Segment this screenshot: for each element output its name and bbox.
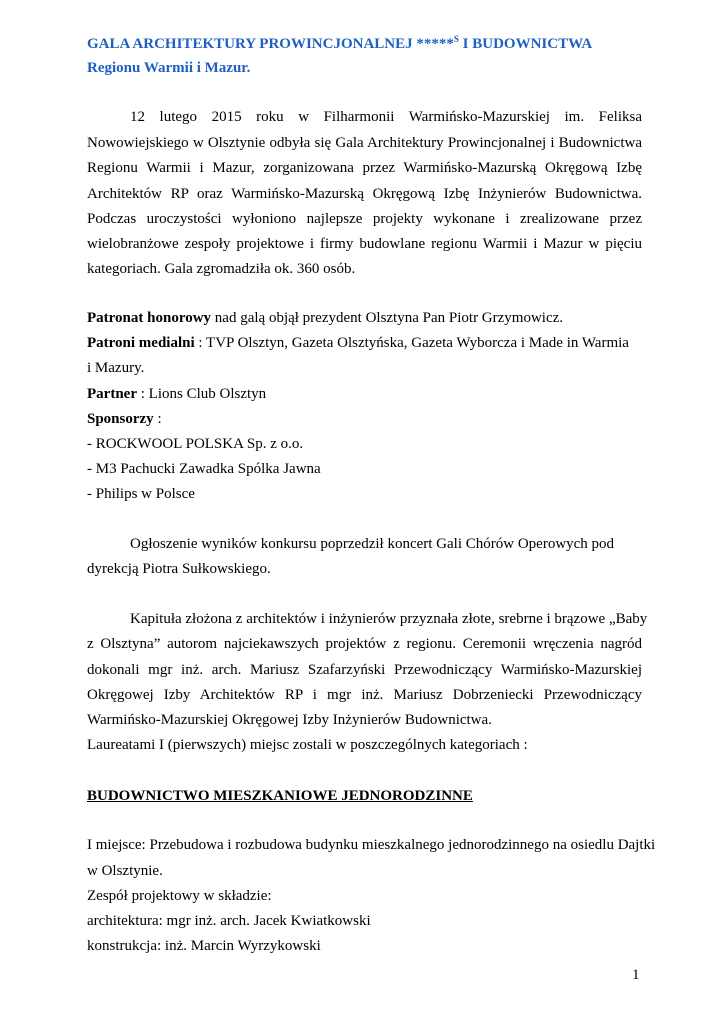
kapitula-line: Okręgowej Izby Architektów RP i mgr inż. Mariusz Dobrzeniecki Przewodniczący xyxy=(87,687,642,703)
patronat-text: nad galą objął prezydent Olsztyna Pan Piotr Grzymowicz. xyxy=(211,310,564,326)
sponsorzy-text: : xyxy=(153,411,162,427)
partner-label: Partner xyxy=(87,386,137,402)
page-number: 1 xyxy=(632,967,640,983)
patroni-label: Patroni medialni xyxy=(87,335,195,351)
kapitula-line: dokonali mgr inż. arch. Mariusz Szafarzyński Przewodniczący Warmińsko-Mazurskiej xyxy=(87,662,642,678)
sponsorzy-line xyxy=(87,412,162,427)
intro-line: 12 lutego 2015 roku w Filharmonii Warmińsko-Mazurskiej im. Feliksa xyxy=(130,109,642,125)
kapitula-line: Warmińsko-Mazurskiej Okręgowej Izby Inżynierów Budownictwa. xyxy=(87,712,492,728)
category-line: konstrukcja: inż. Marcin Wyrzykowski xyxy=(87,938,321,954)
kapitula-line: z Olsztyna” autorom najciekawszych projektów z regionu. Ceremonii wręczenia nagród xyxy=(87,636,642,652)
category-line: I miejsce: Przebudowa i rozbudowa budynku mieszkalnego jednorodzinnego na osiedlu Dajtki xyxy=(87,837,656,853)
title-text-end: I BUDOWNICTWA xyxy=(458,36,593,52)
patroni-text: : TVP Olsztyn, Gazeta Olsztyńska, Gazeta Wyborcza i Made in Warmia xyxy=(194,335,629,351)
title-text: GALA ARCHITEKTURY PROWINCJONALNEJ ***** xyxy=(87,36,454,52)
document-title-line-2: Regionu Warmii i Mazur. xyxy=(87,60,251,76)
category-heading: BUDOWNICTWO MIESZKANIOWE JEDNORODZINNE xyxy=(87,788,473,804)
document-page xyxy=(87,0,656,1024)
sponsor-item: - Philips w Polsce xyxy=(87,486,195,502)
concert-line: Ogłoszenie wyników konkursu poprzedził koncert Gali Chórów Operowych pod xyxy=(130,536,615,552)
kapitula-line: Kapituła złożona z architektów i inżynierów przyznała złote, srebrne i brązowe „Baby xyxy=(130,611,648,627)
intro-line: kategoriach. Gala zgromadziła ok. 360 osób. xyxy=(87,261,356,277)
intro-line: Architektów RP oraz Warmińsko-Mazurską Okręgową Izbę Inżynierów Budownictwa. xyxy=(87,186,642,202)
intro-line: Regionu Warmii i Mazur, zorganizowana przez Warmińsko-Mazurską Okręgową Izbę xyxy=(87,160,642,176)
sponsor-item: - M3 Pachucki Zawadka Spólka Jawna xyxy=(87,461,321,477)
sponsorzy-label: Sponsorzy xyxy=(87,411,154,427)
title-superscript: S xyxy=(453,34,459,44)
kapitula-line: Laureatami I (pierwszych) miejsc zostali w poszczególnych kategoriach : xyxy=(87,737,528,753)
intro-line: Podczas uroczystości wyłoniono najlepsze projekty wykonane i zrealizowane przez xyxy=(87,211,642,227)
document-title-line-1 xyxy=(87,35,592,52)
intro-line: Nowowiejskiego w Olsztynie odbyła się Gala Architektury Prowincjonalnej i Budownictwa xyxy=(87,135,642,151)
category-line: architektura: mgr inż. arch. Jacek Kwiatkowski xyxy=(87,913,371,929)
concert-line: dyrekcją Piotra Sułkowskiego. xyxy=(87,561,271,577)
patronat-label: Patronat honorowy xyxy=(87,310,212,326)
category-line: w Olsztynie. xyxy=(87,863,163,879)
patroni-line xyxy=(87,336,629,351)
patroni-continuation: i Mazury. xyxy=(87,360,145,376)
sponsor-item: - ROCKWOOL POLSKA Sp. z o.o. xyxy=(87,436,304,452)
category-line: Zespół projektowy w składzie: xyxy=(87,888,272,904)
patronat-line xyxy=(87,311,563,326)
partner-line xyxy=(87,387,266,402)
intro-line: wielobranżowe zespoły projektowe i firmy budowlane regionu Warmii i Mazur w pięciu xyxy=(87,236,642,252)
partner-text: : Lions Club Olsztyn xyxy=(136,386,267,402)
